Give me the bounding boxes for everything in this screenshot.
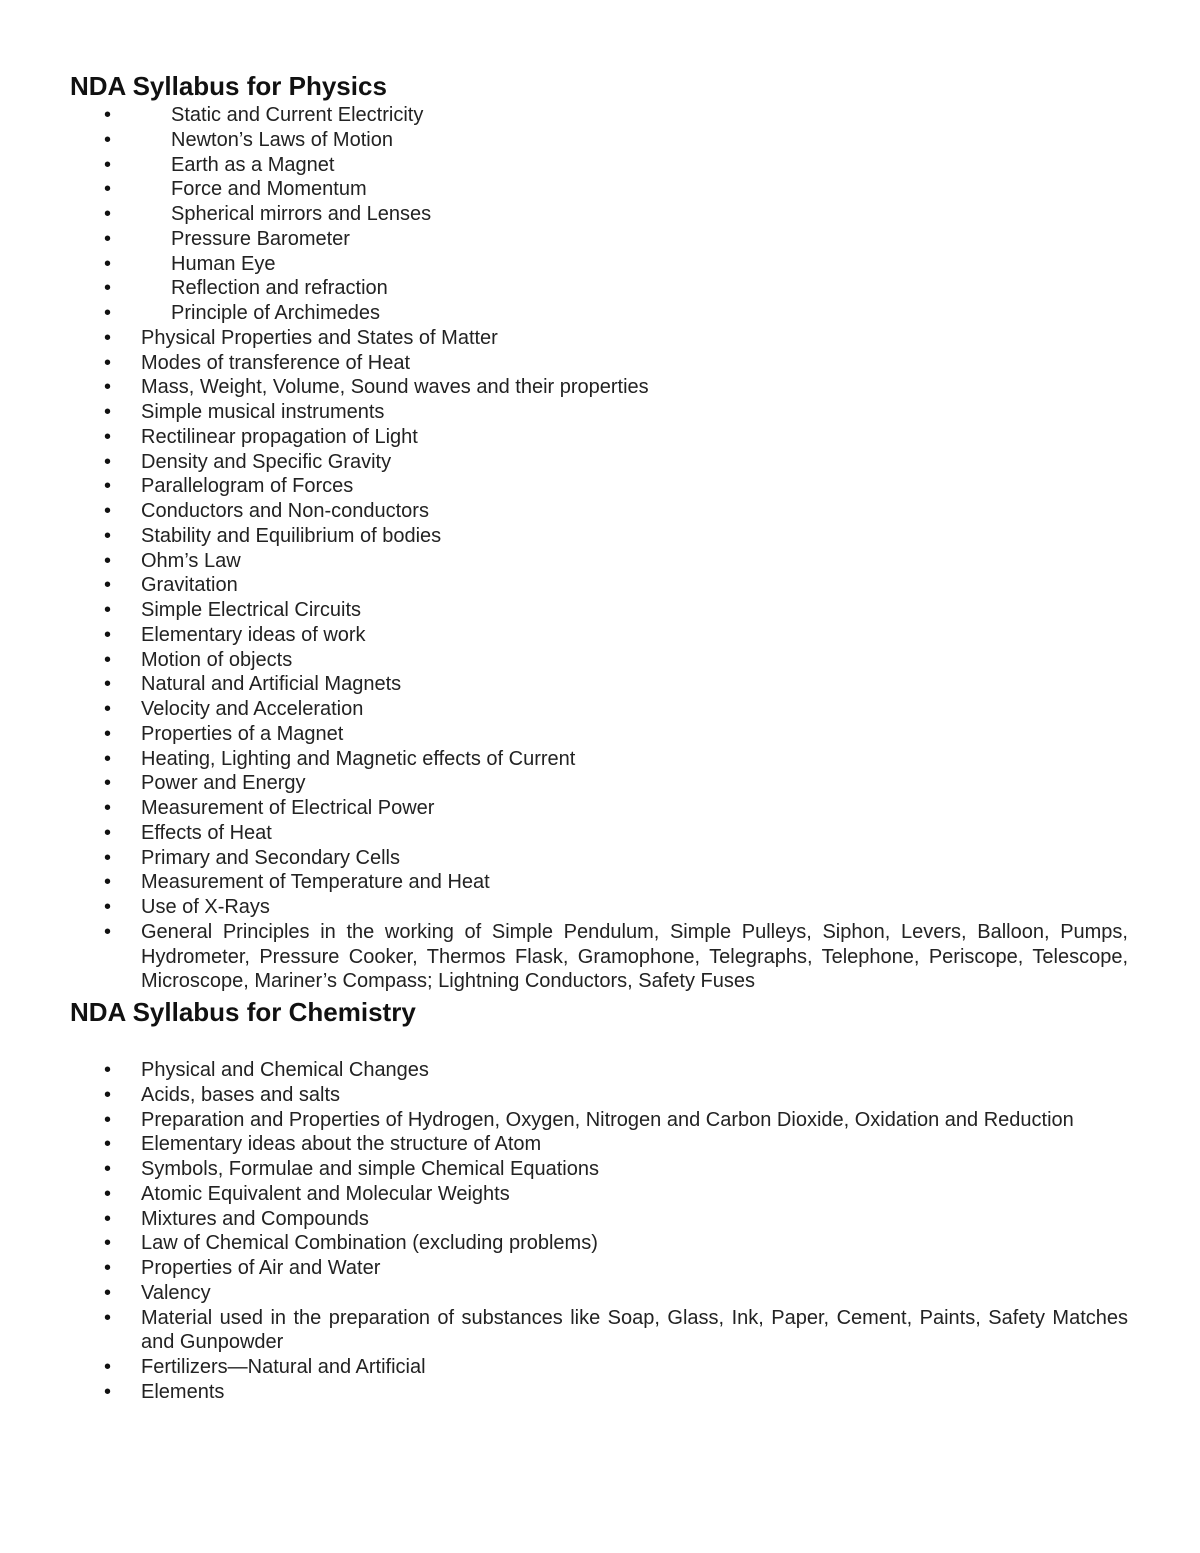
- topic-text: Ohm’s Law: [141, 549, 241, 572]
- topic-text: Primary and Secondary Cells: [141, 846, 400, 869]
- list-item: [0, 821, 1200, 846]
- bullet-icon: •: [104, 227, 112, 250]
- bullet-icon: •: [104, 871, 112, 894]
- topic-text: Simple musical instruments: [141, 401, 385, 423]
- topic-text: Elements: [141, 1380, 225, 1403]
- bullet-icon: •: [104, 524, 112, 547]
- topic-text: Acids, bases and salts: [141, 1083, 340, 1106]
- bullet-icon: •: [104, 896, 112, 918]
- list-item: [0, 202, 1200, 227]
- list-item: [0, 128, 1200, 153]
- list-item: [0, 400, 1200, 425]
- bullet-icon: •: [104, 203, 112, 225]
- topic-text: Measurement of Electrical Power: [141, 797, 435, 819]
- topic-text: Effects of Heat: [141, 821, 272, 844]
- topic-text: Pressure Barometer: [171, 227, 350, 250]
- topic-text: Heating, Lighting and Magnetic effects of Current: [141, 747, 576, 770]
- topic-text: Physical and Chemical Changes: [141, 1059, 429, 1081]
- topic-text: Newton’s Laws of Motion: [171, 128, 393, 151]
- bullet-icon: •: [104, 153, 112, 176]
- topic-text: Stability and Equilibrium of bodies: [141, 524, 442, 547]
- list-item: [0, 1083, 1200, 1108]
- bullet-icon: •: [104, 401, 112, 423]
- list-item: [0, 1256, 1200, 1281]
- bullet-icon: •: [104, 772, 112, 795]
- list-item: [0, 573, 1200, 598]
- list-item: [0, 351, 1200, 376]
- topic-text: Properties of a Magnet: [141, 722, 344, 745]
- topic-text: Modes of transference of Heat: [141, 351, 411, 374]
- topic-text: Symbols, Formulae and simple Chemical Equations: [141, 1158, 599, 1180]
- topic-text: Mixtures and Compounds: [141, 1207, 369, 1230]
- bullet-icon: •: [104, 797, 112, 819]
- topic-text: Physical Properties and States of Matter: [141, 326, 498, 349]
- list-item: [0, 1380, 1200, 1405]
- list-item: [0, 598, 1200, 623]
- topic-text: Principle of Archimedes: [171, 302, 380, 324]
- list-item: [0, 1058, 1200, 1083]
- list-item: [0, 549, 1200, 574]
- bullet-icon: •: [104, 326, 112, 349]
- list-item: [0, 524, 1200, 549]
- list-item: [0, 697, 1200, 722]
- bullet-icon: •: [104, 1356, 112, 1378]
- topic-text: Elementary ideas of work: [141, 623, 366, 646]
- list-item: [0, 1182, 1200, 1207]
- bullet-icon: •: [104, 747, 112, 770]
- topic-text: Properties of Air and Water: [141, 1257, 381, 1279]
- topic-text: Earth as a Magnet: [171, 153, 335, 176]
- bullet-icon: •: [104, 698, 112, 720]
- bullet-icon: •: [104, 475, 112, 498]
- bullet-icon: •: [104, 104, 112, 126]
- list-item: [0, 672, 1200, 697]
- list-item: [0, 1157, 1200, 1182]
- list-item: [0, 1355, 1200, 1380]
- bullet-icon: •: [104, 252, 112, 275]
- bullet-icon: •: [104, 178, 112, 201]
- list-item: [0, 177, 1200, 202]
- list-item: [0, 301, 1200, 326]
- topic-text: Mass, Weight, Volume, Sound waves and their properties: [141, 376, 649, 399]
- topic-text: Fertilizers—Natural and Artificial: [141, 1356, 426, 1378]
- list-item: [0, 103, 1200, 128]
- list-item: [0, 895, 1200, 920]
- topic-text: Human Eye: [171, 252, 276, 275]
- list-item: [0, 1108, 1200, 1133]
- topic-text: Velocity and Acceleration: [141, 698, 364, 720]
- bullet-icon: •: [104, 500, 112, 522]
- bullet-icon: •: [104, 920, 112, 943]
- list-item: [0, 771, 1200, 796]
- list-item: [0, 474, 1200, 499]
- topic-text: Material used in the preparation of substances like Soap, Glass, Ink, Paper, Cement, Paints, Safety Matches and Gunpowder: [141, 1306, 1128, 1354]
- list-item: [0, 1306, 1200, 1356]
- bullet-icon: •: [104, 1207, 112, 1230]
- bullet-icon: •: [104, 846, 112, 869]
- list-item: [0, 326, 1200, 351]
- chemistry-section-heading: NDA Syllabus for Chemistry: [70, 997, 416, 1027]
- bullet-icon: •: [104, 1306, 112, 1329]
- topic-text: Rectilinear propagation of Light: [141, 425, 418, 448]
- bullet-icon: •: [104, 425, 112, 448]
- topic-text: Simple Electrical Circuits: [141, 599, 362, 621]
- list-item: [0, 796, 1200, 821]
- bullet-icon: •: [104, 1182, 112, 1205]
- bullet-icon: •: [104, 1108, 112, 1131]
- bullet-icon: •: [104, 302, 112, 324]
- bullet-icon: •: [104, 1158, 112, 1180]
- list-item: [0, 276, 1200, 301]
- bullet-icon: •: [104, 128, 112, 151]
- bullet-icon: •: [104, 722, 112, 745]
- topic-text: Valency: [141, 1281, 211, 1304]
- bullet-icon: •: [104, 351, 112, 374]
- list-item: [0, 227, 1200, 252]
- topic-text: Density and Specific Gravity: [141, 450, 392, 473]
- list-item: [0, 252, 1200, 277]
- topic-text: Spherical mirrors and Lenses: [171, 203, 432, 225]
- topic-text: Parallelogram of Forces: [141, 475, 354, 498]
- physics-section-heading: NDA Syllabus for Physics: [70, 71, 387, 101]
- bullet-icon: •: [104, 648, 112, 671]
- list-item: [0, 1281, 1200, 1306]
- bullet-icon: •: [104, 376, 112, 399]
- list-item: [0, 375, 1200, 400]
- chemistry-topic-list: [0, 1058, 1200, 1405]
- list-item: [0, 648, 1200, 673]
- list-item: [0, 153, 1200, 178]
- list-item: [0, 1231, 1200, 1256]
- bullet-icon: •: [104, 1257, 112, 1279]
- topic-text: Preparation and Properties of Hydrogen, Oxygen, Nitrogen and Carbon Dioxide, Oxidation and Reduction: [141, 1108, 1074, 1131]
- list-item: [0, 450, 1200, 475]
- list-item: [0, 920, 1200, 994]
- topic-text: Measurement of Temperature and Heat: [141, 871, 490, 894]
- bullet-icon: •: [104, 673, 112, 696]
- bullet-icon: •: [104, 1083, 112, 1106]
- list-item: [0, 623, 1200, 648]
- bullet-icon: •: [104, 574, 112, 597]
- bullet-icon: •: [104, 549, 112, 572]
- topic-text: Power and Energy: [141, 772, 306, 795]
- topic-text: Use of X-Rays: [141, 896, 270, 918]
- topic-text: Motion of objects: [141, 648, 293, 671]
- physics-topic-list: [0, 103, 1200, 994]
- bullet-icon: •: [104, 599, 112, 621]
- list-item: [0, 1132, 1200, 1157]
- topic-text: General Principles in the working of Simple Pendulum, Simple Pulleys, Siphon, Levers, Balloon, Pumps, Hydrometer, Pressure Cooker, Thermos Flask, Gramophone, Telegraphs, Telephone, Periscope, Telescope, Microscope, Mariner’s Compass; Lightning Conductors, Safety Fuses: [141, 920, 1128, 993]
- bullet-icon: •: [104, 450, 112, 473]
- topic-text: Natural and Artificial Magnets: [141, 673, 402, 696]
- list-item: [0, 722, 1200, 747]
- topic-text: Law of Chemical Combination (excluding problems): [141, 1232, 598, 1255]
- bullet-icon: •: [104, 1232, 112, 1255]
- list-item: [0, 846, 1200, 871]
- bullet-icon: •: [104, 1059, 112, 1081]
- topic-text: Force and Momentum: [171, 178, 367, 201]
- topic-text: Conductors and Non-conductors: [141, 500, 429, 522]
- bullet-icon: •: [104, 277, 112, 300]
- topic-text: Static and Current Electricity: [171, 104, 424, 126]
- topic-text: Elementary ideas about the structure of Atom: [141, 1133, 542, 1156]
- list-item: [0, 870, 1200, 895]
- bullet-icon: •: [104, 1281, 112, 1304]
- bullet-icon: •: [104, 623, 112, 646]
- bullet-icon: •: [104, 821, 112, 844]
- list-item: [0, 1207, 1200, 1232]
- topic-text: Atomic Equivalent and Molecular Weights: [141, 1182, 510, 1205]
- topic-text: Gravitation: [141, 574, 238, 597]
- topic-text: Reflection and refraction: [171, 277, 388, 300]
- list-item: [0, 747, 1200, 772]
- list-item: [0, 499, 1200, 524]
- bullet-icon: •: [104, 1380, 112, 1403]
- bullet-icon: •: [104, 1133, 112, 1156]
- list-item: [0, 425, 1200, 450]
